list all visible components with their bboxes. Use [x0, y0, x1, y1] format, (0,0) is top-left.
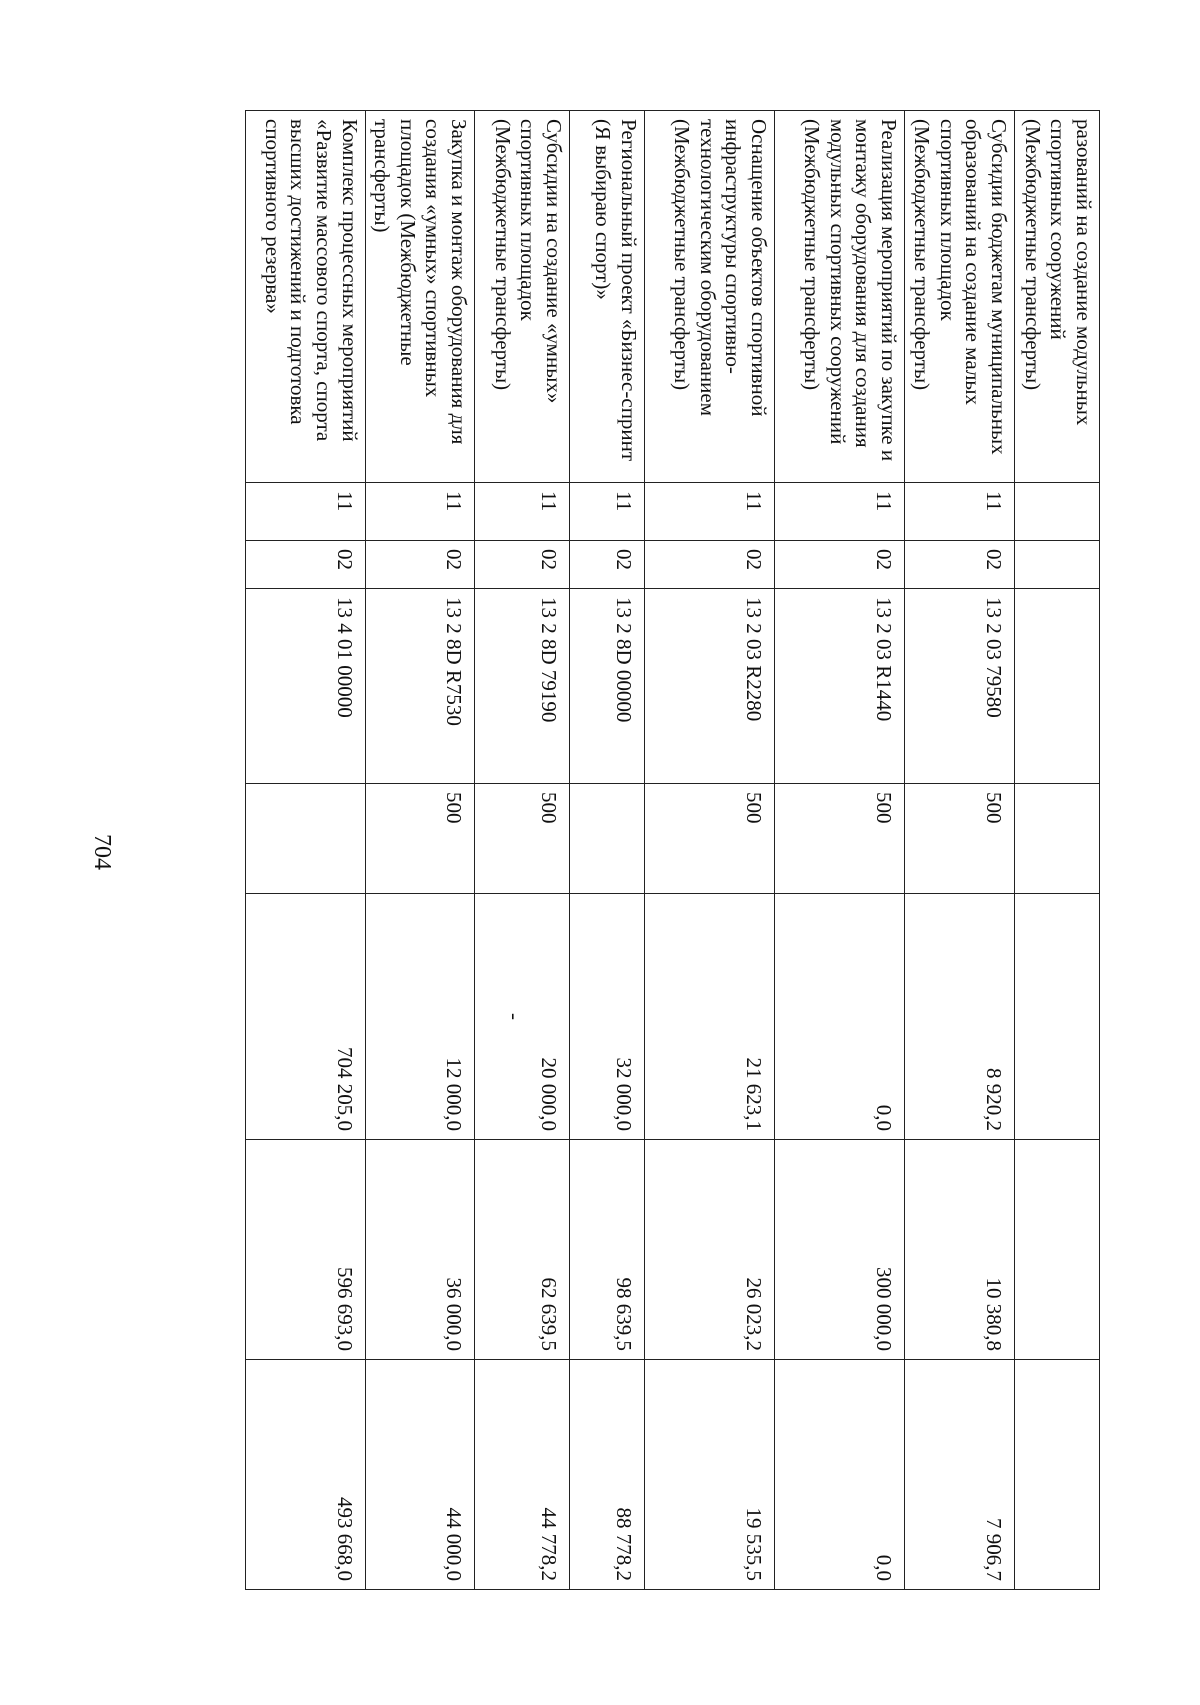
row-name: Реализация мероприятий по закупке и монтажу оборудования для создания модульных спортивных сооружений (Межбюджетные трансферты)	[775, 111, 905, 483]
row-rz: 11	[570, 483, 645, 541]
table-row	[1015, 111, 1100, 1590]
row-value-2: 98 639,5	[570, 1140, 645, 1360]
row-pr: 02	[365, 541, 474, 589]
table-row	[775, 111, 905, 1590]
table-row	[645, 111, 775, 1590]
row-value-3: 44 000,0	[365, 1360, 474, 1590]
row-name: разований на создание модульных спортивных сооружений (Межбюджетные трансферты)	[1015, 111, 1100, 483]
row-vr: 500	[905, 784, 1015, 894]
row-vr	[1015, 784, 1100, 894]
row-value-1: 12 000,0	[365, 894, 474, 1140]
row-rz: 11	[775, 483, 905, 541]
row-name: Закупка и монтаж оборудования для создания «умных» спортивных площадок (Межбюджетные трансферты)	[365, 111, 474, 483]
row-value-1: 704 205,0	[245, 894, 365, 1140]
row-csr: 13 2 03 R2280	[645, 589, 775, 784]
row-value-3	[1015, 1360, 1100, 1590]
row-value-3: 19 535,5	[645, 1360, 775, 1590]
row-value-1: 0,0	[775, 894, 905, 1140]
row-value-1: 8 920,2	[905, 894, 1015, 1140]
row-value-2: 300 000,0	[775, 1140, 905, 1360]
row-value-3: 0,0	[775, 1360, 905, 1590]
table-row	[475, 111, 570, 1590]
row-rz: 11	[645, 483, 775, 541]
table-row	[245, 111, 365, 1590]
row-value-1-text: 20 000,0	[537, 1057, 561, 1131]
row-csr: 13 2 8D R7530	[365, 589, 474, 784]
table-row	[365, 111, 474, 1590]
row-vr: 500	[365, 784, 474, 894]
row-name: Региональный проект «Бизнес-спринт (Я выбираю спорт)»	[570, 111, 645, 483]
row-value-2	[1015, 1140, 1100, 1360]
row-csr	[1015, 589, 1100, 784]
row-pr: 02	[905, 541, 1015, 589]
row-value-3: 493 668,0	[245, 1360, 365, 1590]
row-rz: 11	[365, 483, 474, 541]
page-number: 704	[89, 834, 115, 870]
row-rz: 11	[245, 483, 365, 541]
row-name: Субсидии бюджетам муниципальных образований на создание малых спортивных площадок (Межбюджетные трансферты)	[905, 111, 1015, 483]
row-value-1: 32 000,0	[570, 894, 645, 1140]
row-value-1	[475, 894, 570, 1140]
row-csr: 13 2 03 79580	[905, 589, 1015, 784]
row-pr	[1015, 541, 1100, 589]
row-name: Субсидии на создание «умных» спортивных площадок (Межбюджетные трансферты)	[475, 111, 570, 483]
row-value-3: 44 778,2	[475, 1360, 570, 1590]
row-pr: 02	[570, 541, 645, 589]
row-pr: 02	[245, 541, 365, 589]
row-pr: 02	[645, 541, 775, 589]
table-row	[905, 111, 1015, 1590]
row-value-3: 88 778,2	[570, 1360, 645, 1590]
row-pr: 02	[775, 541, 905, 589]
row-csr: 13 4 01 00000	[245, 589, 365, 784]
row-csr: 13 2 03 R1440	[775, 589, 905, 784]
budget-table	[245, 110, 1100, 1590]
row-value-2: 36 000,0	[365, 1140, 474, 1360]
row-name: Комплекс процессных мероприятий «Развитие массового спорта, спорта высших достижений и подготовка спортивного резерва»	[245, 111, 365, 483]
row-value-1	[1015, 894, 1100, 1140]
row-value-3: 7 906,7	[905, 1360, 1015, 1590]
row-value-2: 26 023,2	[645, 1140, 775, 1360]
row-vr: 500	[645, 784, 775, 894]
row-pr: 02	[475, 541, 570, 589]
table-row	[570, 111, 645, 1590]
row-value-2: 62 639,5	[475, 1140, 570, 1360]
row-value-2: 10 380,8	[905, 1140, 1015, 1360]
row-csr: 13 2 8D 79190	[475, 589, 570, 784]
row-name: Оснащение объектов спортивной инфраструктуры спортивно-технологическим оборудованием (Межбюджетные трансферты)	[645, 111, 775, 483]
row-vr	[570, 784, 645, 894]
row-rz: 11	[905, 483, 1015, 541]
row-vr: 500	[775, 784, 905, 894]
rotated-table-container	[202, 110, 1100, 1589]
row-csr: 13 2 8D 00000	[570, 589, 645, 784]
row-value-1: 21 623,1	[645, 894, 775, 1140]
row-vr	[245, 784, 365, 894]
row-value-2: 596 693,0	[245, 1140, 365, 1360]
row-rz	[1015, 483, 1100, 541]
row-vr: 500	[475, 784, 570, 894]
stray-mark: -	[503, 1013, 528, 1020]
row-rz: 11	[475, 483, 570, 541]
